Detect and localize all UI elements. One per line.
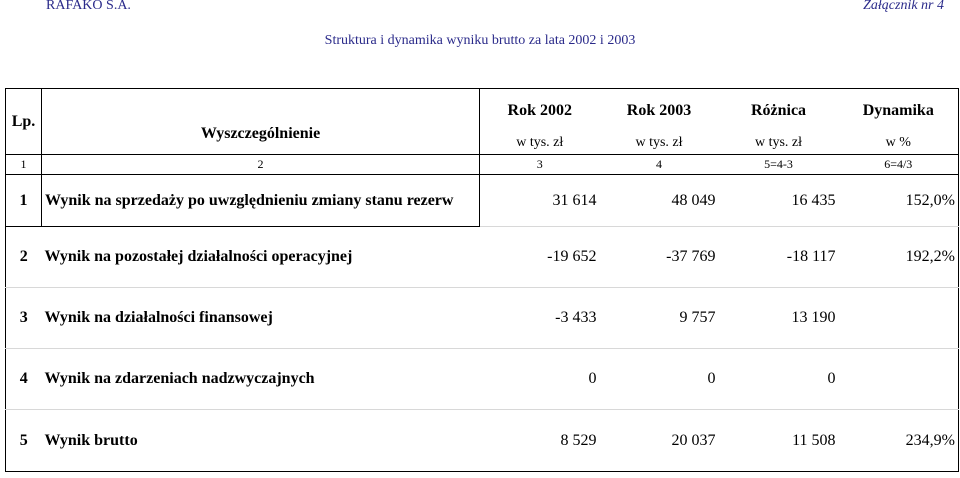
gross-result-table bbox=[5, 88, 959, 472]
row-value-dyn bbox=[839, 288, 959, 349]
row-lp: 1 bbox=[6, 175, 42, 227]
table-row bbox=[6, 410, 959, 472]
row-value-dyn: 192,2% bbox=[839, 227, 959, 288]
row-value-dyn: 152,0% bbox=[839, 175, 959, 227]
row-value-2003: 48 049 bbox=[600, 175, 719, 227]
row-value-2002: 8 529 bbox=[480, 410, 600, 472]
row-value-2002: 0 bbox=[480, 349, 600, 410]
row-lp: 5 bbox=[6, 410, 42, 472]
row-value-diff: 0 bbox=[719, 349, 839, 410]
col-number: 1 bbox=[6, 155, 42, 175]
row-value-dyn: 234,9% bbox=[839, 410, 959, 472]
column-number-row bbox=[6, 155, 959, 175]
table-row bbox=[6, 175, 959, 227]
row-value-2003: 0 bbox=[600, 349, 719, 410]
row-lp: 3 bbox=[6, 288, 42, 349]
row-value-dyn bbox=[839, 349, 959, 410]
col-header-2003: Rok 2003 bbox=[600, 89, 719, 133]
row-value-diff: -18 117 bbox=[719, 227, 839, 288]
row-lp: 4 bbox=[6, 349, 42, 410]
row-value-2002: -19 652 bbox=[480, 227, 600, 288]
row-description: Wynik na pozostałej działalności operacyjnej bbox=[42, 227, 480, 288]
row-description: Wynik brutto bbox=[42, 410, 480, 472]
table-row bbox=[6, 227, 959, 288]
col-header-dyn: Dynamika bbox=[839, 89, 959, 133]
row-description: Wynik na sprzedaży po uwzględnieniu zmiany stanu rezerw bbox=[42, 175, 480, 227]
attachment-label: Załącznik nr 4 bbox=[863, 0, 944, 13]
col-number: 6=4/3 bbox=[839, 155, 959, 175]
page-title: Struktura i dynamika wyniku brutto za lata 2002 i 2003 bbox=[324, 33, 636, 48]
col-header-description: Wyszczególnienie bbox=[42, 89, 480, 155]
row-value-2002: -3 433 bbox=[480, 288, 600, 349]
unit-2002: w tys. zł bbox=[480, 133, 600, 155]
header-row bbox=[6, 89, 959, 133]
col-header-lp: Lp. bbox=[6, 89, 42, 155]
row-value-2002: 31 614 bbox=[480, 175, 600, 227]
row-value-2003: 20 037 bbox=[600, 410, 719, 472]
row-description: Wynik na działalności finansowej bbox=[42, 288, 480, 349]
row-lp: 2 bbox=[6, 227, 42, 288]
col-number: 5=4-3 bbox=[719, 155, 839, 175]
col-header-2002: Rok 2002 bbox=[480, 89, 600, 133]
col-number: 4 bbox=[600, 155, 719, 175]
row-description: Wynik na zdarzeniach nadzwyczajnych bbox=[42, 349, 480, 410]
row-value-2003: -37 769 bbox=[600, 227, 719, 288]
row-value-diff: 13 190 bbox=[719, 288, 839, 349]
table-row bbox=[6, 349, 959, 410]
col-header-diff: Różnica bbox=[719, 89, 839, 133]
col-number: 3 bbox=[480, 155, 600, 175]
row-value-2003: 9 757 bbox=[600, 288, 719, 349]
row-value-diff: 16 435 bbox=[719, 175, 839, 227]
unit-diff: w tys. zł bbox=[719, 133, 839, 155]
table-row bbox=[6, 288, 959, 349]
unit-dyn: w % bbox=[839, 133, 959, 155]
unit-2003: w tys. zł bbox=[600, 133, 719, 155]
row-value-diff: 11 508 bbox=[719, 410, 839, 472]
company-name: RAFAKO S.A. bbox=[46, 0, 131, 13]
col-number: 2 bbox=[42, 155, 480, 175]
